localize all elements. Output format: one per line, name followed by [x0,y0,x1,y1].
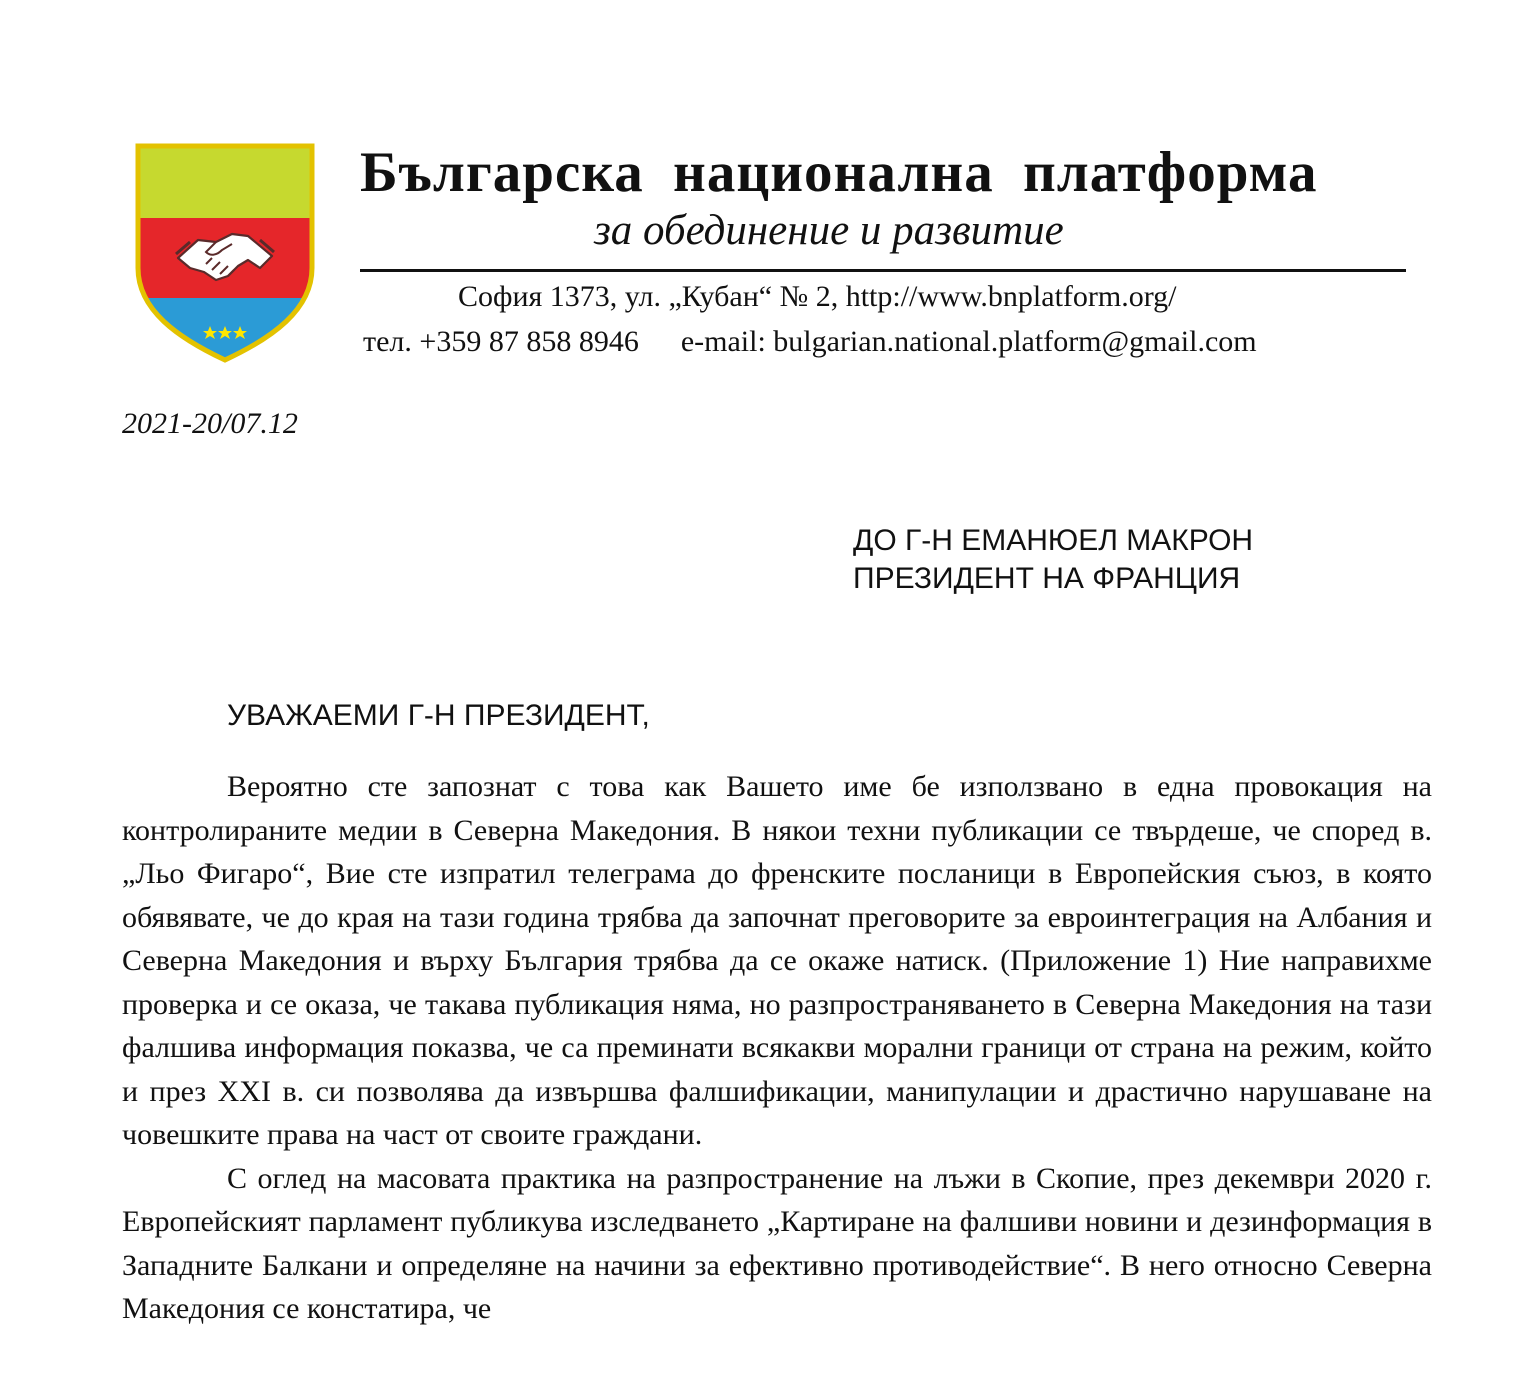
salutation: УВАЖАЕМИ Г-Н ПРЕЗИДЕНТ, [227,699,650,732]
recipient-name: ДО Г-Н ЕМАНЮЕЛ МАКРОН [853,524,1254,557]
organization-subtitle: за обединение и развитие [594,207,1064,254]
letter-body [122,765,1432,1331]
phone-number: тел. +359 87 858 8946 [363,325,639,358]
shield-top-band [132,140,318,218]
organization-title: Българска национална платформа [360,141,1318,204]
email-address: e-mail: bulgarian.national.platform@gmail.com [680,325,1257,358]
recipient-title: ПРЕЗИДЕНТ НА ФРАНЦИЯ [853,562,1241,595]
header-divider [360,269,1406,272]
contact-line [363,323,1257,361]
reference-number: 2021-20/07.12 [122,407,298,440]
recipient-block [853,522,1253,598]
shield-logo [132,140,318,365]
address-line: София 1373, ул. „Кубан“ № 2, http://www.bnplatform.org/ [458,280,1177,313]
body-paragraph: Вероятно сте запознат с това как Вашето име бе използвано в една провокация на контролираните медии в Северна Македония. В някои техни публикации се твърдеше, че според в. „Льо Фигаро“, Вие сте изпратил телеграма до френските посланици в Европейския съюз, в която обявявате, че до края на тази година трябва да започнат преговорите за евроинтеграция на Албания и Северна Македония и върху България трябва да се окаже натиск. (Приложение 1) Ние направихме проверка и се оказа, че такава публикация няма, но разпространяването в Северна Македония на тази фалшива информация показва, че са преминати всякакви морални граници от страна на режим, който и през XXI в. си позволява да извършва фалшификации, манипулации и драстично нарушаване на човешките права на част от своите граждани. [122,770,1432,1151]
body-paragraph: С оглед на масовата практика на разпространение на лъжи в Скопие, през декември 2020 г. Европейският парламент публикува изследването „Картиране на фалшиви новини и дезинформация в Западните Балкани и определяне на начини за ефективно противодействие“. В него относно Северна Македония се констатира, че [122,1161,1432,1325]
